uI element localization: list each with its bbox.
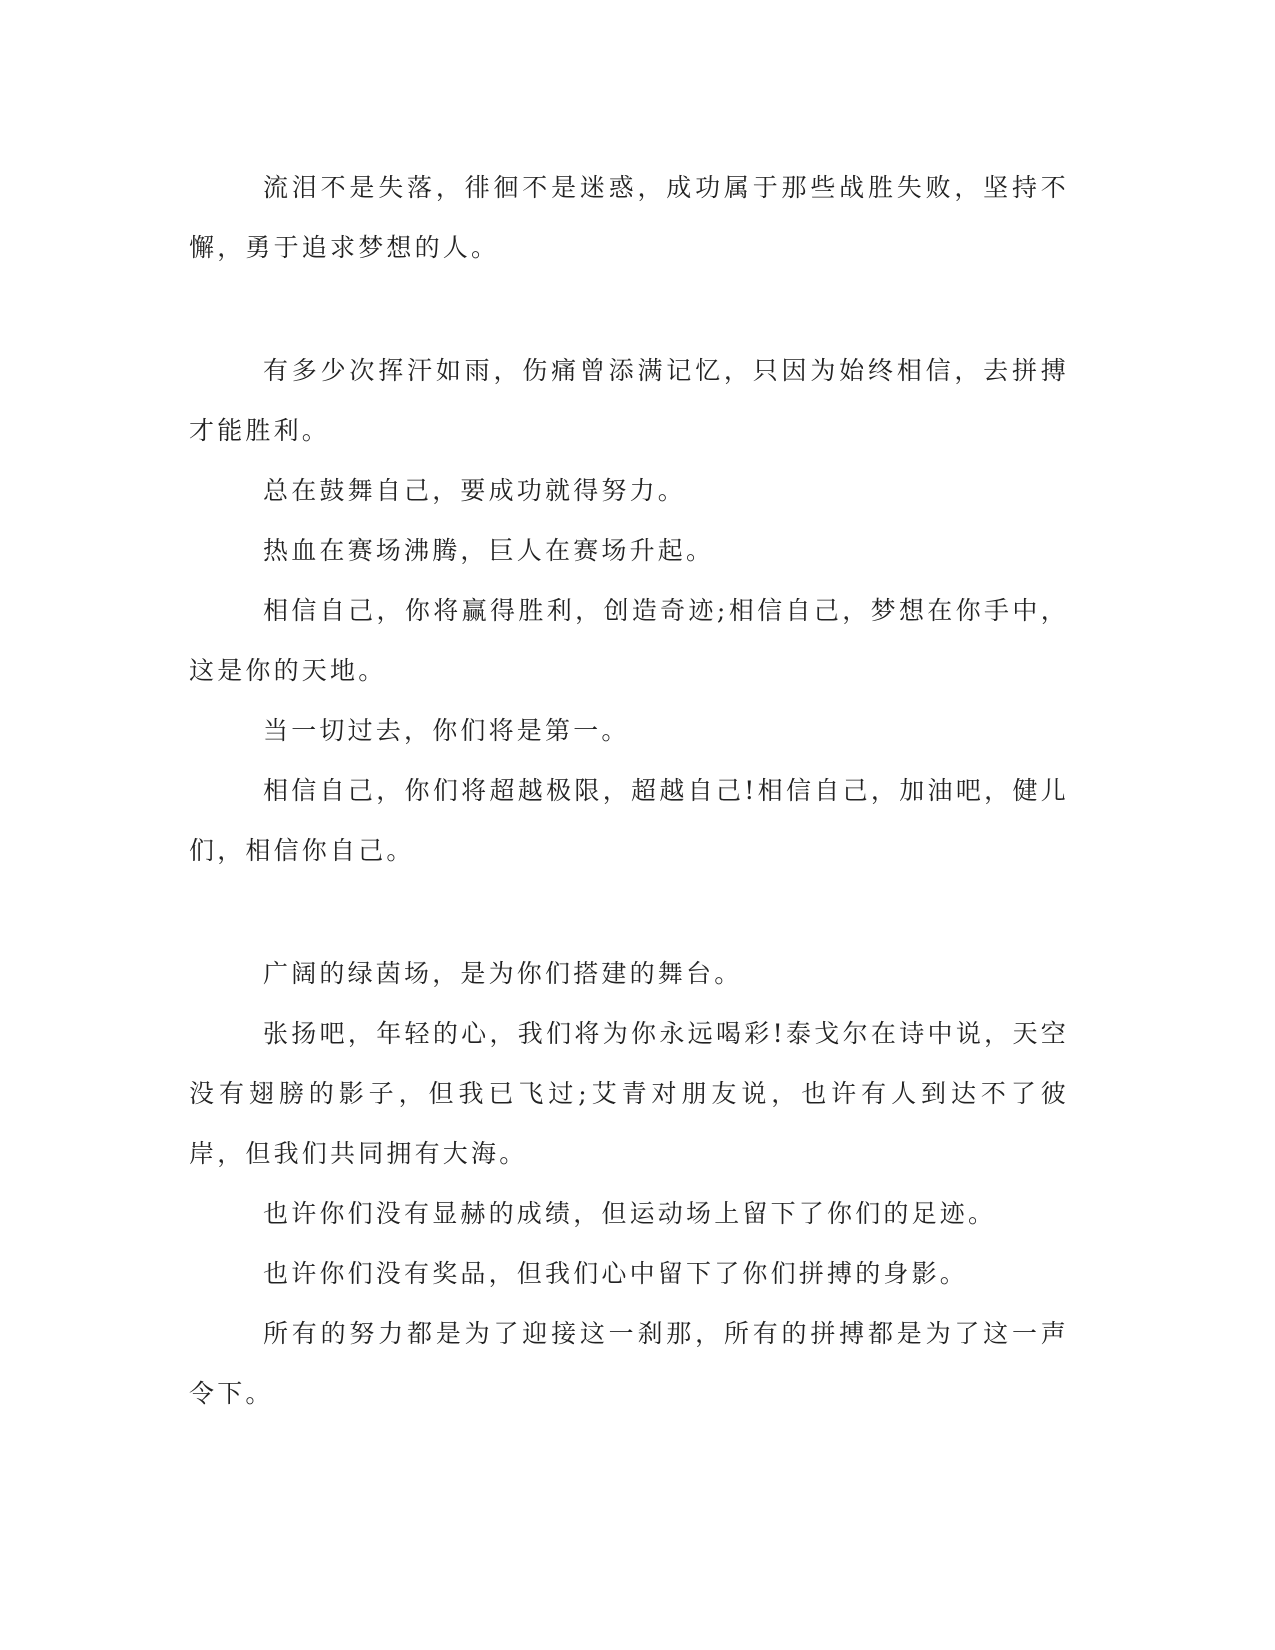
paragraph: 广阔的绿茵场，是为你们搭建的舞台。 bbox=[263, 959, 743, 988]
paragraph: 流泪不是失落，徘徊不是迷惑，成功属于那些战胜失败，坚持不懈，勇于追求梦想的人。 bbox=[189, 173, 1069, 262]
paragraph: 有多少次挥汗如雨，伤痛曾添满记忆，只因为始终相信，去拼搏才能胜利。 bbox=[189, 356, 1069, 445]
paragraph: 相信自己，你们将超越极限，超越自己!相信自己，加油吧，健儿们，相信你自己。 bbox=[189, 776, 1069, 865]
paragraph-gap bbox=[189, 881, 1069, 944]
paragraph: 也许你们没有显赫的成绩，但运动场上留下了你们的足迹。 bbox=[263, 1199, 997, 1228]
document-body bbox=[189, 158, 1069, 1424]
paragraph: 所有的努力都是为了迎接这一刹那，所有的拼搏都是为了这一声令下。 bbox=[189, 1319, 1069, 1408]
paragraph: 张扬吧，年轻的心，我们将为你永远喝彩!泰戈尔在诗中说，天空没有翅膀的影子，但我已飞过;艾青对朋友说，也许有人到达不了彼岸，但我们共同拥有大海。 bbox=[189, 1019, 1069, 1168]
paragraph: 相信自己，你将赢得胜利，创造奇迹;相信自己，梦想在你手中，这是你的天地。 bbox=[189, 596, 1069, 685]
paragraph: 热血在赛场沸腾，巨人在赛场升起。 bbox=[263, 536, 715, 565]
paragraph: 总在鼓舞自己，要成功就得努力。 bbox=[263, 476, 687, 505]
paragraph-gap bbox=[189, 278, 1069, 341]
paragraph: 也许你们没有奖品，但我们心中留下了你们拼搏的身影。 bbox=[263, 1259, 969, 1288]
paragraph: 当一切过去，你们将是第一。 bbox=[263, 716, 630, 745]
